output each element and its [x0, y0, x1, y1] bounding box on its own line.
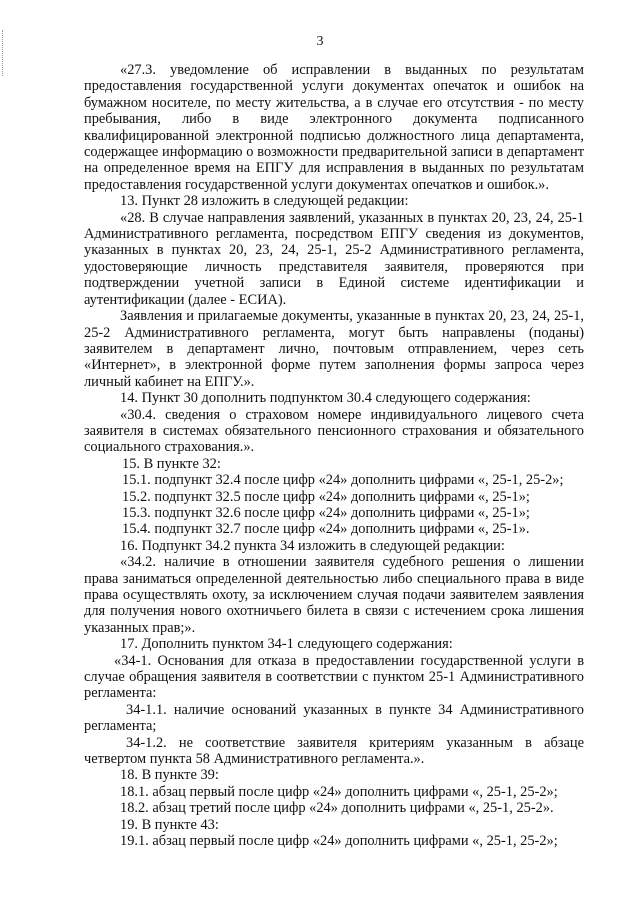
- paragraph-15-1: 15.1. подпункт 32.4 после цифр «24» дополнить цифрами «, 25-1, 25-2»;: [122, 472, 564, 489]
- paragraph-15-2: 15.2. подпункт 32.5 после цифр «24» дополнить цифрами «, 25-1»;: [122, 488, 530, 505]
- paragraph-28-second: Заявления и прилагаемые документы, указанные в пунктах 20, 23, 24, 25-1, 25-2 Административного регламента, могут быть направлены (поданы) заявителем в департамент лично, почтовым отправлением, через сеть «Интернет», в электронной форме путем заполнения формы запроса через личный кабинет на ЕПГУ.».: [84, 308, 584, 390]
- paragraph-item-16: 16. Подпункт 34.2 пункта 34 изложить в следующей редакции:: [120, 537, 505, 554]
- paragraph-15-3: 15.3. подпункт 32.6 после цифр «24» дополнить цифрами «, 25-1»;: [122, 504, 530, 521]
- paragraph-34-2: «34.2. наличие в отношении заявителя судебного решения о лишении права заниматься определенной деятельностью либо специального права в виде права осуществлять охоту, за исключением случая подачи заявителем заявления для получения нового охотничьего билета в связи с истечением срока лишения указанных прав;».: [84, 554, 584, 636]
- paragraph-19-1: 19.1. абзац первый после цифр «24» дополнить цифрами «, 25-1, 25-2»;: [120, 833, 558, 850]
- paragraph-item-17: 17. Дополнить пунктом 34-1 следующего содержания:: [120, 636, 453, 653]
- paragraph-27-3: «27.3. уведомление об исправлении в выданных по результатам предоставления государственной услуги документах опечаток и ошибок на бумажном носителе, по месту жительства, а в случае его отсутствия - по месту пребывания, либо в виде электронного документа подписанного квалифицированной электронной подписью должностного лица департамента, содержащее информацию о возможности предварительной записи в департамент на определенное время на ЕПГУ для исправления в выданных по результатам предоставления государственной услуги документах опечатков и ошибок.».: [84, 62, 584, 193]
- paragraph-15-4: 15.4. подпункт 32.7 после цифр «24» дополнить цифрами «, 25-1».: [122, 521, 530, 538]
- paragraph-34-1-1: 34-1.1. наличие оснований указанных в пункте 34 Административного регламента;: [84, 701, 584, 735]
- page-number: 3: [316, 34, 324, 49]
- paragraph-item-18: 18. В пункте 39:: [120, 767, 219, 784]
- paragraph-34-1-2: 34-1.2. не соответствие заявителя критериям указанным в абзаце четвертом пункта 58 Административного регламента.».: [84, 734, 584, 768]
- paragraph-30-4: «30.4. сведения о страховом номере индивидуального лицевого счета заявителя в системах обязательного пенсионного страхования и обязательного социального страхования.».: [84, 406, 584, 456]
- paragraph-18-2: 18.2. абзац третий после цифр «24» дополнить цифрами «, 25-1, 25-2».: [120, 800, 554, 817]
- paragraph-28: «28. В случае направления заявлений, указанных в пунктах 20, 23, 24, 25-1 Административного регламента, посредством ЕПГУ сведения из документов, указанных в пунктах 20, 23, 24, 25-1, 25-2 Административного регламента, удостоверяющие личность представителя заявителя, проверяются при подтверждении учетной записи в Единой системе идентификации и аутентификации (далее - ЕСИА).: [84, 209, 584, 308]
- document-body: [84, 62, 584, 850]
- paragraph-item-15: 15. В пункте 32:: [122, 455, 221, 472]
- paragraph-item-14: 14. Пункт 30 дополнить подпунктом 30.4 следующего содержания:: [120, 390, 531, 407]
- paragraph-18-1: 18.1. абзац первый после цифр «24» дополнить цифрами «, 25-1, 25-2»;: [120, 783, 558, 800]
- paragraph-34-1: «34-1. Основания для отказа в предоставлении государственной услуги в случае обращения заявителя в соответствии с пунктом 25-1 Административного регламента:: [84, 652, 584, 702]
- paragraph-item-13: 13. Пункт 28 изложить в следующей редакции:: [120, 193, 409, 210]
- paragraph-item-19: 19. В пункте 43:: [120, 816, 219, 833]
